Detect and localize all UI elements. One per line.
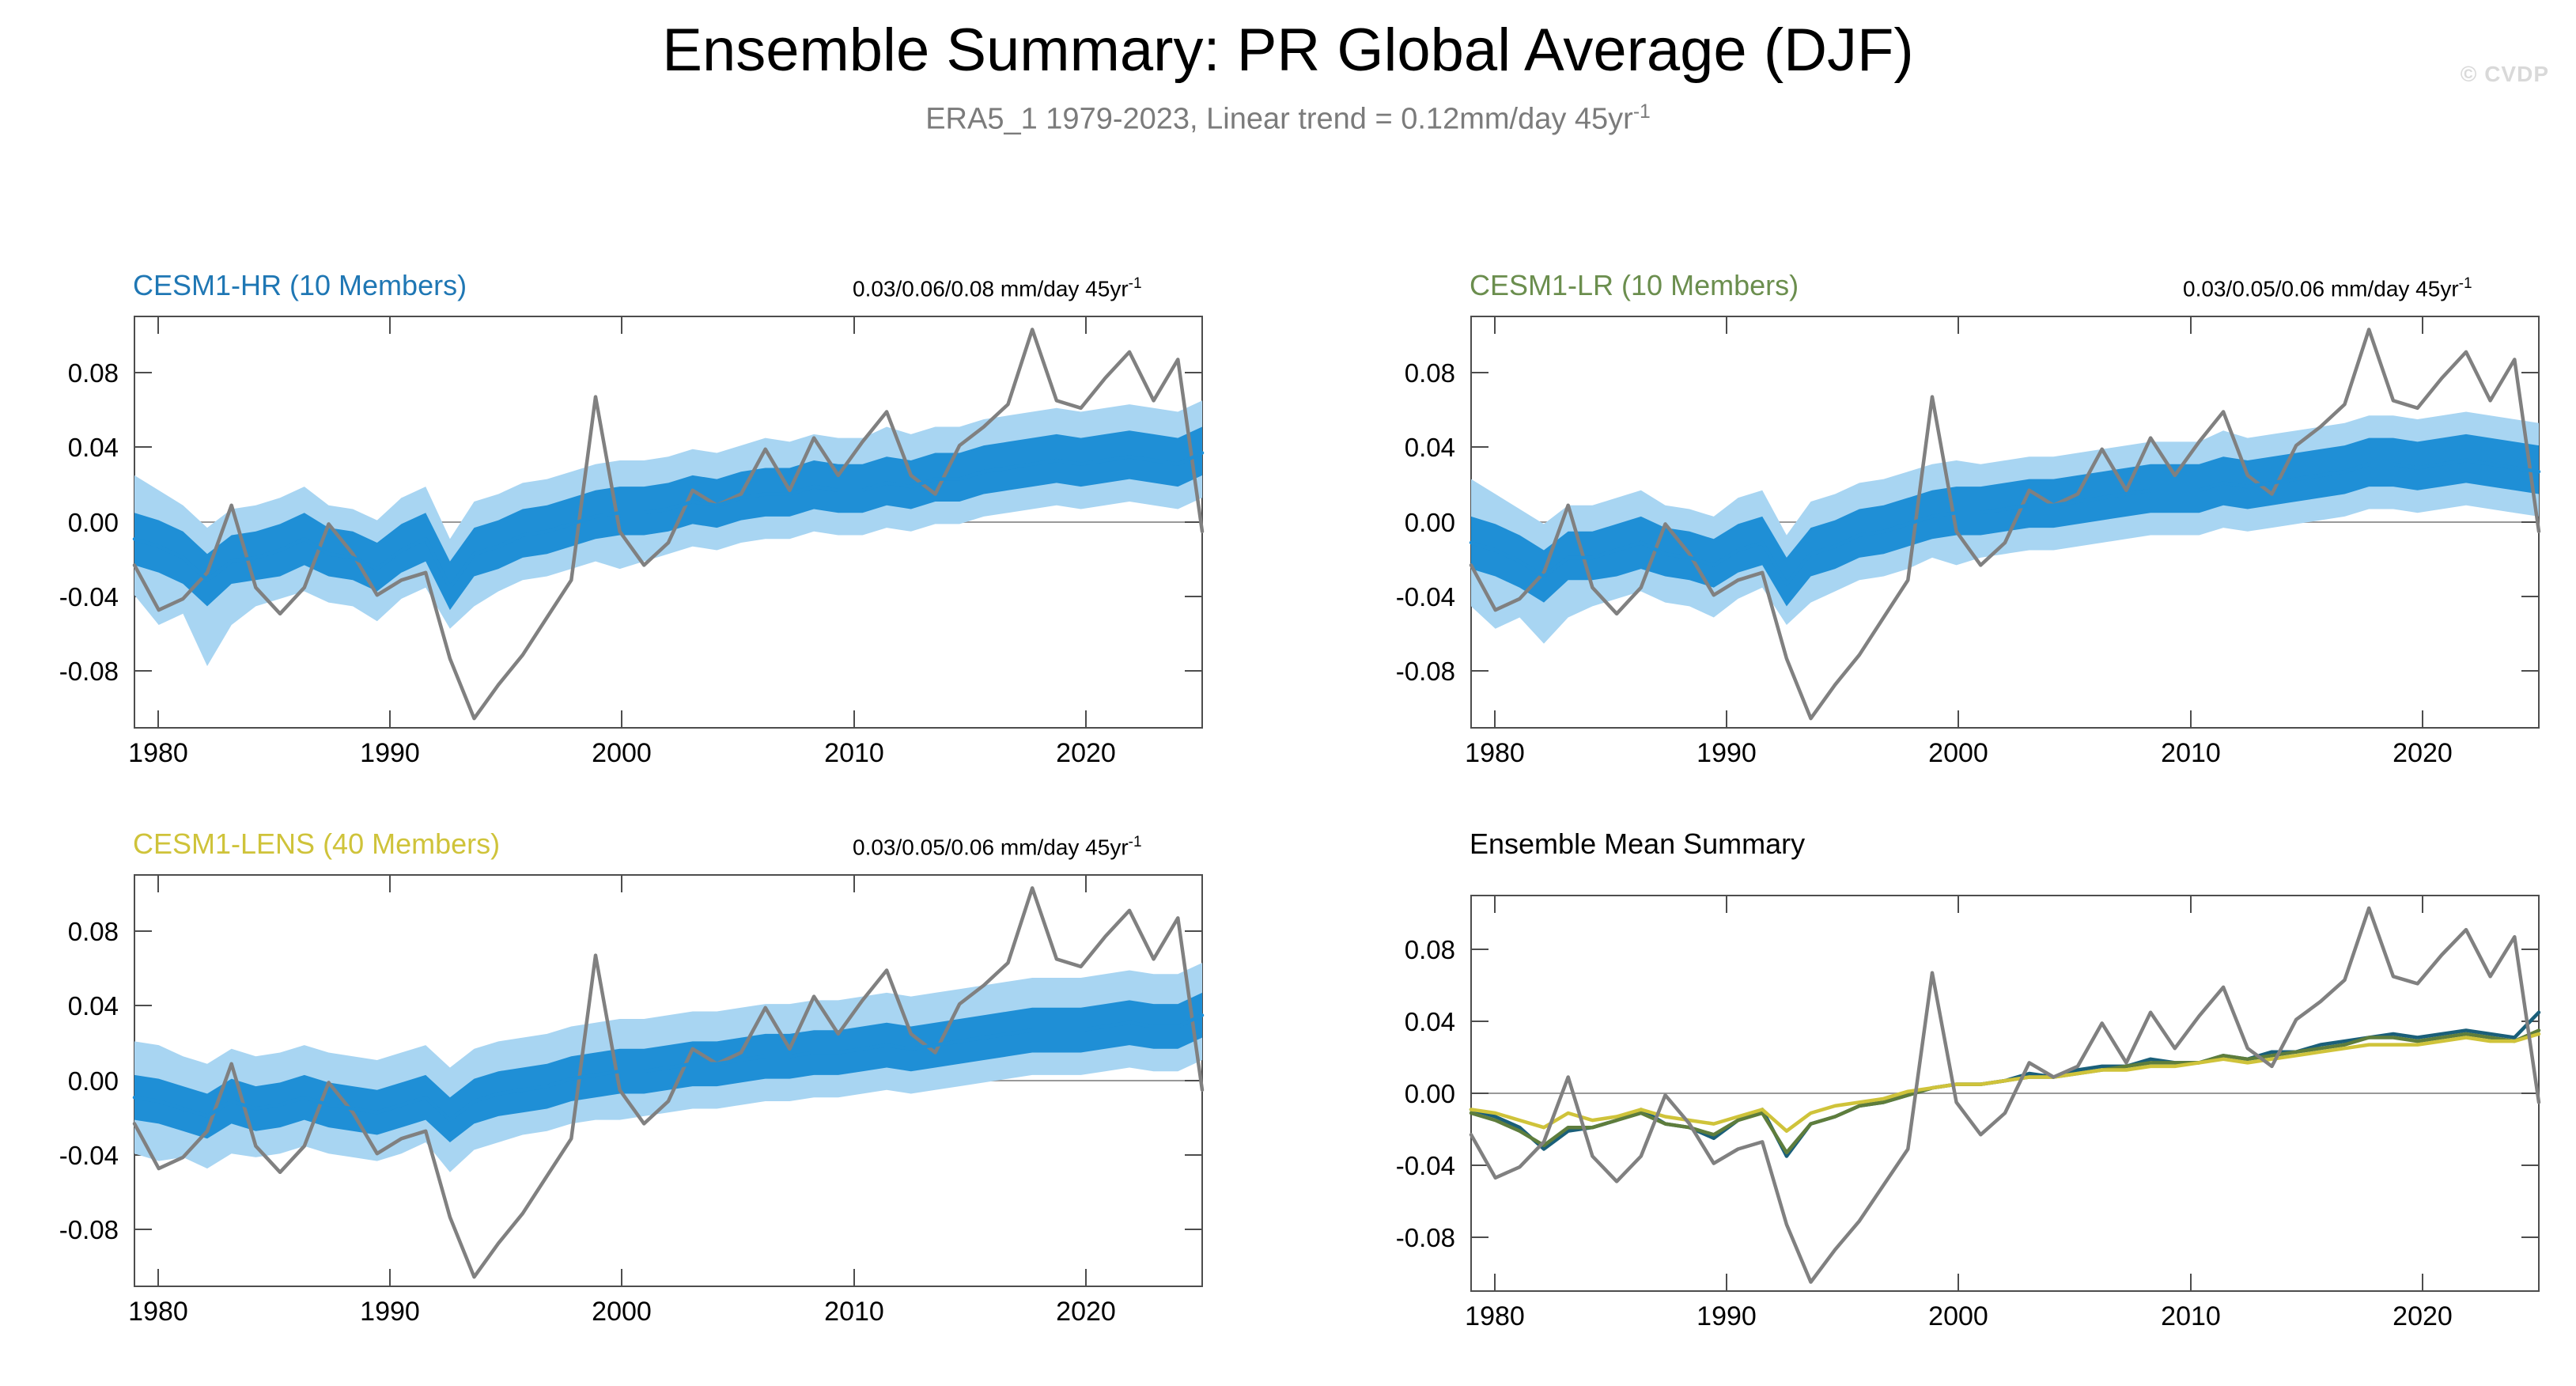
xtick-label: 1990 [1697, 1301, 1757, 1331]
ytick-label: 0.08 [1404, 358, 1455, 388]
panel-title-ensemble-mean: Ensemble Mean Summary [1470, 827, 1806, 860]
xtick-label: 2010 [2161, 738, 2221, 768]
ytick-label: -0.08 [1395, 1223, 1455, 1252]
xtick-label: 1980 [1465, 738, 1525, 768]
chart-panel-cesm1-lr [1337, 301, 2570, 791]
ytick-label: 0.08 [67, 358, 119, 388]
ytick-label: 0.04 [67, 433, 119, 462]
chart-panel-cesm1-lens [0, 859, 1265, 1350]
xtick-label: 2010 [2161, 1301, 2221, 1331]
ytick-label: -0.08 [59, 1215, 119, 1244]
panel-trend-text-cesm1-lens: 0.03/0.05/0.06 mm/day 45yr [853, 835, 1129, 860]
ytick-label: -0.08 [59, 657, 119, 686]
ytick-label: 0.04 [1404, 433, 1455, 462]
panel-trend-sup-cesm1-lr: -1 [2458, 275, 2472, 292]
xtick-label: 2000 [592, 1297, 652, 1327]
chart-panel-ensemble-mean [1337, 880, 2570, 1370]
xtick-label: 2000 [592, 738, 652, 768]
ytick-label: 0.04 [1404, 1007, 1455, 1036]
ytick-label: -0.04 [59, 1141, 119, 1170]
panel-trend-sup-cesm1-lens: -1 [1128, 834, 1142, 850]
ytick-label: 0.00 [1404, 508, 1455, 537]
xtick-label: 1990 [1697, 738, 1757, 768]
ytick-label: -0.04 [59, 582, 119, 612]
xtick-label: 2000 [1928, 738, 1988, 768]
ytick-label: 0.00 [1404, 1079, 1455, 1108]
panel-trend-cesm1-lens [853, 834, 1142, 860]
panel-trend-text-cesm1-hr: 0.03/0.06/0.08 mm/day 45yr [853, 276, 1129, 301]
ytick-label: -0.04 [1395, 1151, 1455, 1180]
ytick-label: 0.04 [67, 991, 119, 1021]
panel-trend-cesm1-hr [853, 275, 1142, 301]
ytick-label: 0.08 [67, 917, 119, 946]
xtick-label: 1990 [360, 1297, 420, 1327]
page-subtitle-text: ERA5_1 1979-2023, Linear trend = 0.12mm/day 45yr [925, 102, 1633, 136]
page-subtitle-sup: -1 [1632, 101, 1651, 123]
xtick-label: 1980 [128, 738, 188, 768]
panel-title-cesm1-lens: CESM1-LENS (40 Members) [133, 827, 501, 860]
xtick-label: 2010 [824, 1297, 884, 1327]
chart-panel-cesm1-hr [0, 301, 1265, 791]
cvdp-watermark: © CVDP [2460, 62, 2549, 86]
xtick-label: 2020 [2393, 1301, 2453, 1331]
page-title: Ensemble Summary: PR Global Average (DJF) [662, 17, 1914, 84]
panel-title-cesm1-hr: CESM1-HR (10 Members) [133, 269, 467, 301]
xtick-label: 2020 [1056, 738, 1116, 768]
ytick-label: 0.08 [1404, 935, 1455, 964]
xtick-label: 1980 [128, 1297, 188, 1327]
panel-trend-sup-cesm1-hr: -1 [1128, 275, 1142, 292]
ytick-label: 0.00 [67, 508, 119, 537]
xtick-label: 1990 [360, 738, 420, 768]
ytick-label: 0.00 [67, 1066, 119, 1096]
panel-trend-cesm1-lr [2183, 275, 2472, 301]
page-subtitle [0, 101, 2576, 137]
xtick-label: 2010 [824, 738, 884, 768]
xtick-label: 2000 [1928, 1301, 1988, 1331]
xtick-label: 1980 [1465, 1301, 1525, 1331]
xtick-label: 2020 [2393, 738, 2453, 768]
xtick-label: 2020 [1056, 1297, 1116, 1327]
panel-trend-text-cesm1-lr: 0.03/0.05/0.06 mm/day 45yr [2183, 276, 2459, 301]
ytick-label: -0.04 [1395, 582, 1455, 612]
panel-title-cesm1-lr: CESM1-LR (10 Members) [1470, 269, 1799, 301]
ytick-label: -0.08 [1395, 657, 1455, 686]
